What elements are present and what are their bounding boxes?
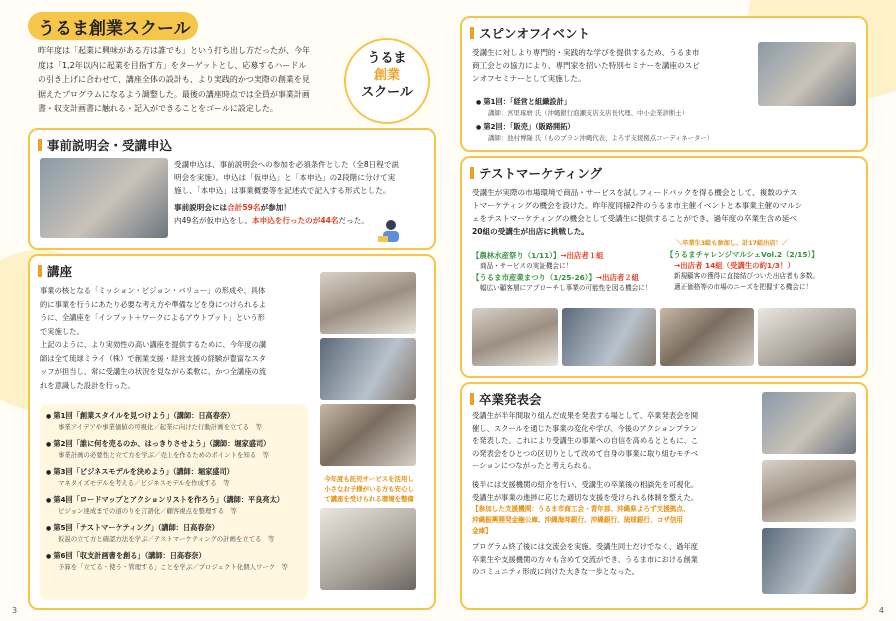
intro-line: 据えたプログラムになるよう調整した。最後の講座時点では全員が事業計画 — [38, 89, 310, 99]
course-body — [40, 284, 316, 392]
intro-text — [38, 44, 338, 117]
section-title: スピンオフイベント — [470, 24, 590, 42]
body-line: 催し、スクールを通じた事業の変化や学び、今後のアクションプラン — [472, 423, 698, 433]
body-line: 明会を実施）。申込は「仮申込」と「本申込」の2段階に分けて実 — [174, 173, 396, 182]
test-marketing-body — [472, 186, 856, 238]
body-line: 卒業生や支援機関の方々も含めて交流ができ、うるま市における創業 — [472, 554, 698, 564]
spinoff-detail: 講師：宮里琢磨 氏（沖縄銀行泡瀬支店支店長代理、中小企業診断士） — [488, 109, 689, 117]
body-line: 施し、「本申込」は事業概要等を記述式で記入する形式とした。 — [174, 186, 391, 195]
section-title: 事前説明会・受講申込 — [38, 136, 172, 154]
event3-header: ＼卒業生3組も参加し、計17組出店！／ — [676, 240, 788, 247]
page-number: 4 — [878, 606, 884, 615]
support-list: 沖縄振興開発金融公庫、沖縄海邦銀行、沖縄銀行、琉球銀行、コザ信用 — [472, 516, 683, 525]
events-right — [666, 238, 862, 293]
caption-line: 今年度も託児サービスを活用し — [324, 475, 414, 483]
session-title: ● 第2回「誰に何を売るのか、はっきりさせよう」（講師：堀家盛司） — [46, 438, 308, 450]
briefing-body — [174, 158, 430, 227]
event3-note: 新規顧客の獲得に直接結びついた出店者も多数。 — [674, 272, 820, 280]
body-line: 受講申込は、事前説明会への参加を必須条件とした（全8日程で説 — [174, 160, 400, 169]
page-number: 3 — [12, 606, 18, 615]
body-line: 後半には支援機関の紹介を行い、受講生の卒業後の相談先を可視化。 — [472, 479, 699, 489]
session-detail: 事業アイデアや事業価値の可視化／起業に向けた行動計画を立てる 等 — [58, 423, 262, 431]
body-line: の発表会をひとつの区切りとして改めて自身の事業に取り組むモチベ — [472, 448, 699, 458]
briefing-stat — [174, 201, 430, 214]
events-left — [472, 250, 662, 294]
event1-note: 商品・サービスの実証機会に！ — [480, 262, 573, 270]
stat-prefix: 事前説明会には — [174, 203, 228, 212]
graduation-photo — [762, 460, 856, 522]
caption-line: 小さなお子様がいる方も安心し — [324, 485, 414, 493]
spinoff-section — [460, 16, 868, 152]
body-line: ンオフセミナーとして実施した。 — [472, 74, 586, 83]
graduation-body — [472, 410, 754, 579]
graduation-section — [460, 382, 868, 610]
childcare-photo — [320, 508, 416, 590]
stat2-value: 本申込を行ったのが44名 — [252, 216, 339, 225]
session-title: ● 第5回「テストマーケティング」（講師：日高春奈） — [46, 522, 308, 534]
event1-name: 【農林水産祭り（1/11）】 — [472, 251, 561, 260]
session-list — [46, 410, 308, 578]
section-title: 講座 — [38, 262, 72, 280]
course-photo — [320, 272, 416, 334]
course-section — [28, 254, 436, 610]
session-detail: マネタイズモデルを考える／ビジネスモデルを作成する 等 — [58, 479, 230, 487]
body-line: ェをテストマーケティングの機会として受講生に提供することができ、過年度の卒業生含め延べ — [472, 214, 798, 223]
event1-result: →出店者１組 — [560, 251, 604, 260]
section-title: テストマーケティング — [470, 164, 602, 182]
event2-name: 【うるま市産業まつり（1/25-26）】 — [472, 273, 596, 282]
event3-name: 【うるまチャレンジマルシェVol.2（2/15）】 — [666, 250, 819, 259]
stat-value: 合計59名 — [227, 203, 261, 212]
event3-result: →出店者 14組（受講生の約1/3！） — [674, 261, 795, 270]
spinoff-title: ● 第1回：「経営と組織設計」 — [476, 96, 776, 108]
market-photo — [758, 308, 856, 366]
graduation-photo — [762, 392, 856, 454]
stat2-suffix: だった。 — [338, 216, 369, 225]
spinoff-detail: 講師：池村博隆 氏（ものプラン沖縄代表、よろず支援拠点コーディネーター） — [488, 134, 714, 142]
course-photo — [320, 338, 416, 400]
briefing-photo — [40, 158, 168, 238]
market-photo — [472, 308, 558, 366]
session-detail: 事業計画の必要性と立て方を学ぶ／売上を作るためのポイントを知る 等 — [58, 451, 269, 459]
event2-result: →出店者２組 — [595, 273, 640, 282]
body-line: プログラム終了後には交流会を実施。受講生同士だけでなく、過年度 — [472, 542, 698, 552]
market-photo — [562, 308, 656, 366]
support-list: 金庫】 — [472, 527, 492, 536]
body-line: トマーケティングの機会を設けた。昨年度同様2件のうるま市主催イベントと本事業主催のマルシ — [472, 201, 803, 210]
body-line: 受講生に対しより専門的・実践的な学びを提供するため、うるま市 — [472, 48, 700, 57]
spinoff-list — [476, 96, 776, 149]
intro-line: の引き上げに合わせて、講座全体の設計も、より実践的かつ実際の創業を見 — [38, 75, 310, 84]
intro-line: 度は「1,2年以内に起業を目指す方」をターゲットとし、応募するハードル — [38, 60, 307, 70]
body-line: ッフが担当し、常に受講生の状況を見ながら柔軟に、かつ全講座の流 — [40, 367, 267, 376]
session-detail: ビジョン達成までの道のりを言語化／顧客視点を整理する 等 — [58, 507, 237, 515]
body-line: で実施した。 — [40, 326, 84, 336]
person-illustration-icon — [376, 218, 406, 244]
briefing-section — [28, 128, 436, 250]
body-line: うに、全講座を「インプット＋ワークによるアウトプット」という形 — [40, 313, 265, 322]
intro-line: 昨年度は「起業に興味がある方は誰でも」という打ち出し方だったが、今年 — [38, 46, 310, 55]
body-line: 商工会との協力により、専門家を招いた特別セミナーを講座のスピ — [472, 61, 700, 70]
body-line: ーションにつながったと考えられる。 — [472, 461, 596, 471]
body-line: 師は全て琉球ミライ（株）で創業支援・経営支援の経験が豊富なスタ — [40, 353, 266, 363]
section-title: 卒業発表会 — [470, 390, 542, 408]
body-line: 20組の受講生が出店に挑戦した。 — [472, 227, 589, 236]
childcare-caption — [314, 474, 424, 504]
session-title: ● 第4回「ロードマップとアクションリストを作ろう」（講師：平良亮太） — [46, 494, 308, 506]
market-photo — [660, 308, 754, 366]
graduation-photo — [762, 528, 856, 594]
logo-line: 創業 — [373, 68, 400, 83]
session-title: ● 第3回「ビジネスモデルを決めよう」（講師：堀家盛司） — [46, 466, 308, 478]
body-line: 受講生が実際の市場環境で商品・サービスを試しフィードバックを得る機会として、複数のテス — [472, 188, 798, 197]
session-title: ● 第6回「収支計画書を創る」（講師：日高春奈） — [46, 550, 308, 562]
support-list: 【参加した支援機関：うるま市商工会・青年部、沖縄県よろず支援拠点、 — [472, 505, 690, 514]
session-detail: 予算を「立てる・使う・管理する」ことを学ぶ／プロジェクト化個人ワーク 等 — [58, 563, 288, 571]
spinoff-body — [472, 46, 744, 85]
body-line: 事業の核となる「ミッション・ビジョン・バリュー」の形成や、具体 — [40, 286, 266, 295]
body-line: 的に事業を行うにあたり必要な考え方や準備などを身につけられるよ — [40, 299, 267, 309]
stat-suffix: が参加！ — [260, 203, 291, 212]
logo-line: スクール — [361, 85, 413, 100]
event2-note: 幅広い顧客層にアプローチし事業の可能性を図る機会に！ — [480, 284, 652, 292]
event3-note: 適正価格等の市場のニーズを把握する機会に！ — [674, 283, 813, 291]
stat2-prefix: 内49名が仮申込をし、 — [174, 216, 253, 225]
body-line: れを意識した設計を行った。 — [40, 380, 135, 390]
body-line: 受講生が半年間取り組んだ成果を発表する場として、卒業発表会を開 — [472, 411, 699, 420]
test-marketing-section — [460, 156, 868, 378]
body-line: のコミュニティ形成に向けた大きな一歩となった。 — [472, 567, 640, 577]
body-line: 受講生が事業の進捗に応じた適切な支援を受けられる体制を整えた。 — [472, 492, 699, 502]
right-page — [448, 0, 896, 621]
body-line: を発表した。これにより受講生の事業への自信を高めるとともに、こ — [472, 436, 699, 446]
caption-line: て講座を受けられる環境を整備 — [324, 495, 414, 503]
intro-line: 書・収支計画書に触れる・記入ができることをゴールに設定した。 — [38, 104, 278, 113]
school-logo — [344, 38, 430, 124]
body-line: 上記のように、より実効性の高い講座を提供するために、今年度の講 — [40, 340, 267, 349]
session-detail: 仮説の立て方と確認方法を学ぶ／テストマーケティングの計画を立てる 等 — [58, 535, 275, 543]
session-title: ● 第1回「創業スタイルを見つけよう」（講師：日高春奈） — [46, 410, 308, 422]
logo-line: うるま — [367, 51, 407, 66]
spinoff-title: ● 第2回：「販売」（販路開拓） — [476, 121, 776, 133]
spinoff-photo — [758, 42, 856, 106]
course-photo — [320, 404, 416, 466]
page-title: うるま創業スクール — [38, 19, 191, 39]
